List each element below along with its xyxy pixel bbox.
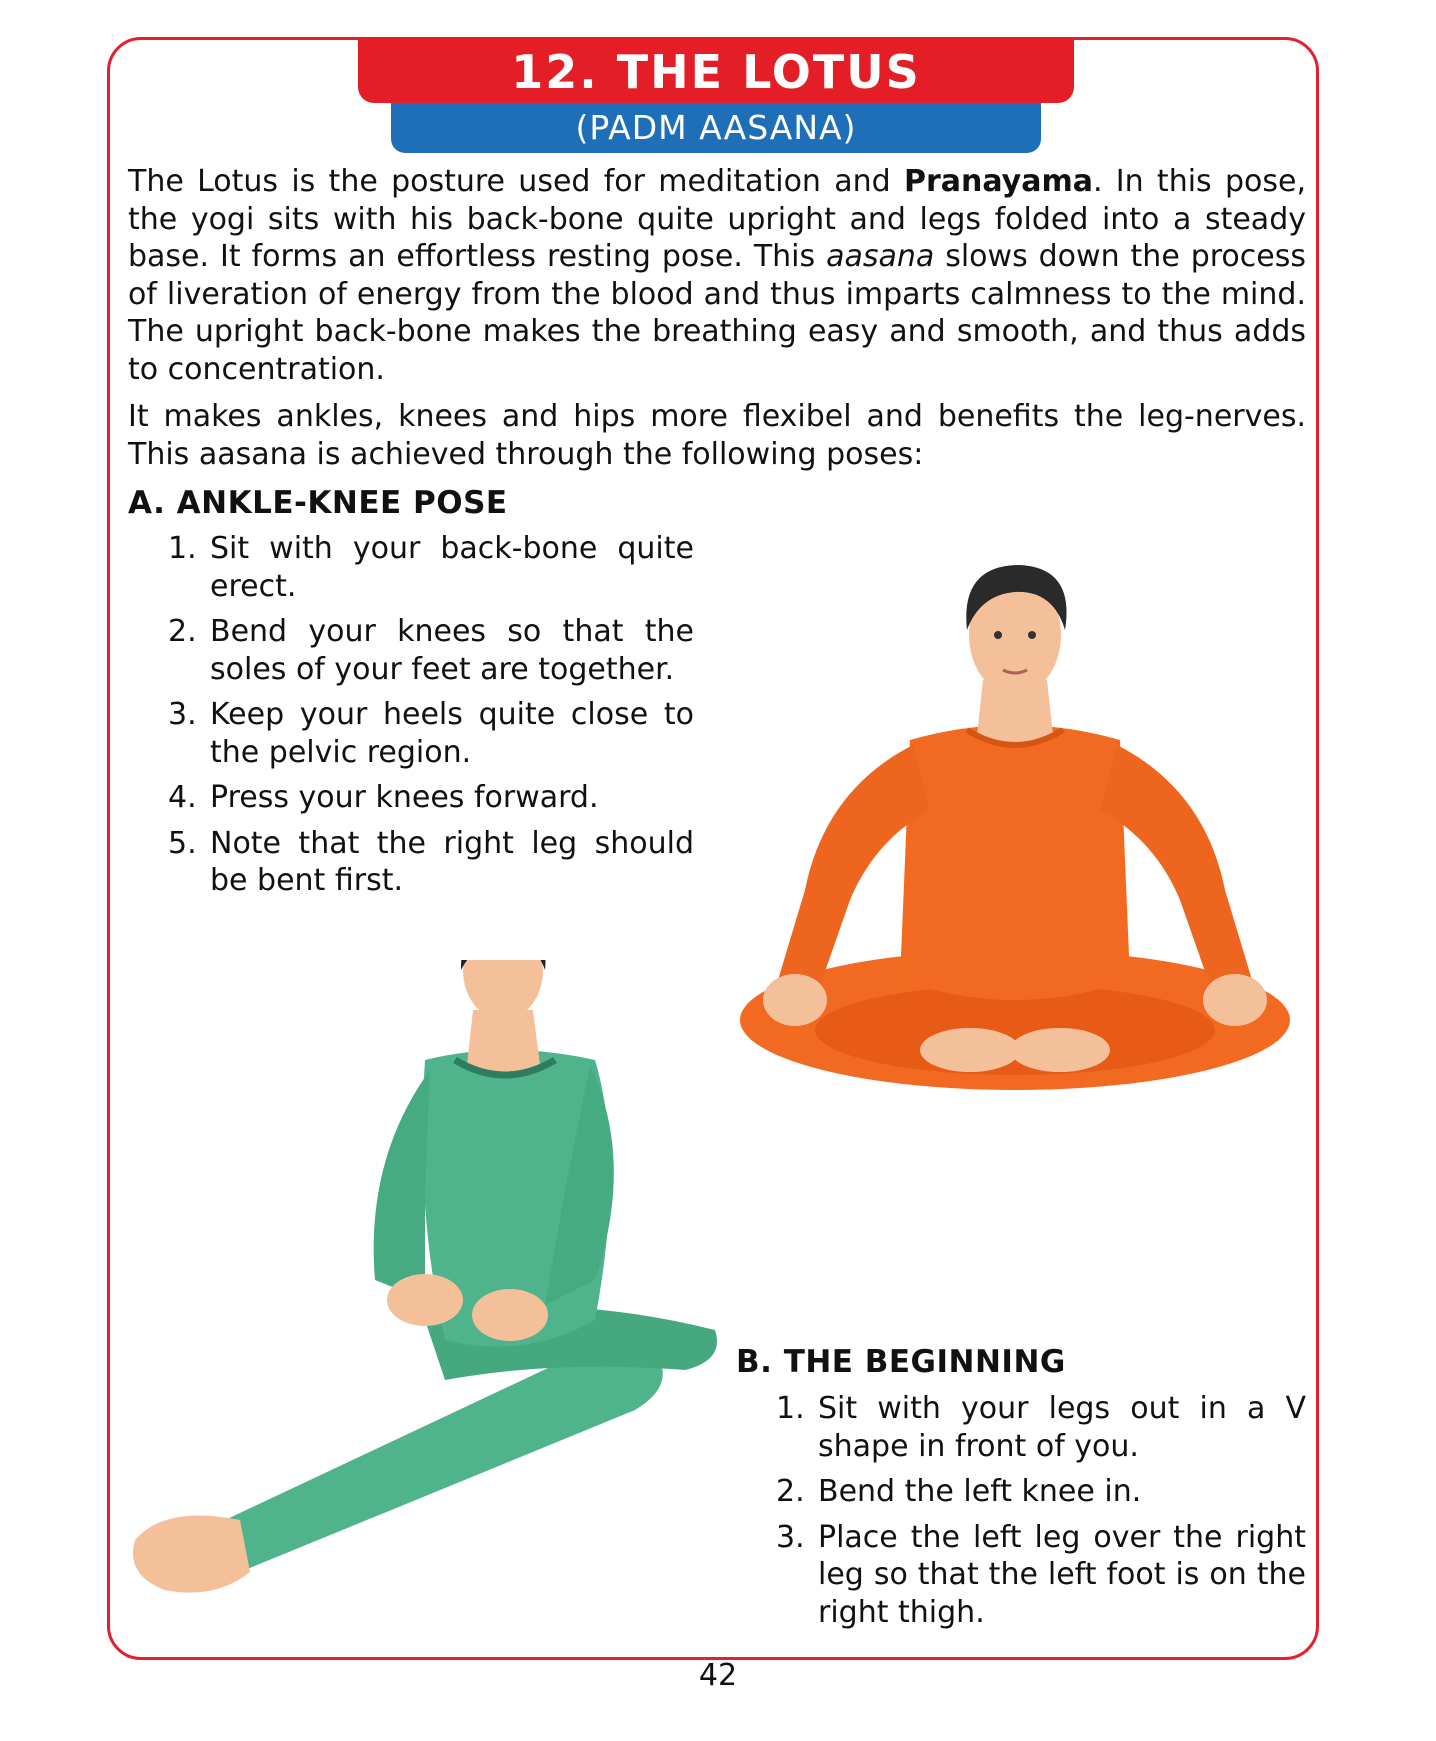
arm-left bbox=[374, 1070, 430, 1300]
section-a-steps bbox=[168, 530, 694, 908]
torso bbox=[900, 725, 1130, 1000]
step-number: 4. bbox=[168, 780, 197, 815]
step-number: 1. bbox=[168, 531, 197, 566]
step-text: Keep your heels quite close to the pelvic region. bbox=[210, 697, 694, 770]
intro-paragraph-1 bbox=[128, 163, 1306, 388]
list-item bbox=[168, 696, 694, 771]
section-a-heading: A. ANKLE-KNEE POSE bbox=[128, 485, 508, 521]
page-subtitle: (PADM AASANA) bbox=[391, 103, 1041, 153]
list-item bbox=[776, 1519, 1306, 1632]
list-item bbox=[168, 779, 694, 817]
page-title: 12. THE LOTUS bbox=[358, 37, 1074, 103]
section-b-steps bbox=[776, 1390, 1306, 1639]
intro-text: slows down the process of liveration of energy from the blood and thus imparts calmness to the mind. The upright back-bone makes the breathing easy and smooth, and thus adds to concentration. bbox=[128, 239, 1306, 387]
list-item bbox=[168, 530, 694, 605]
step-number: 2. bbox=[168, 614, 197, 649]
step-number: 3. bbox=[776, 1519, 805, 1555]
list-item bbox=[168, 825, 694, 900]
intro-text: . In this pose, the yogi sits with his back-bone quite upright and legs folded into a steady base. It forms an effortless resting pose. This bbox=[128, 164, 1306, 274]
step-number: 5. bbox=[168, 825, 197, 861]
step-text: Bend the left knee in. bbox=[818, 1474, 1142, 1509]
beginning-pose-illustration bbox=[125, 960, 735, 1600]
hand-right bbox=[472, 1289, 548, 1341]
step-text: Sit with your back-bone quite erect. bbox=[210, 531, 694, 604]
hand-left bbox=[763, 974, 827, 1026]
intro-text: The Lotus is the posture used for meditation and bbox=[128, 164, 904, 199]
hand-right bbox=[1203, 974, 1267, 1026]
foot bbox=[133, 1516, 250, 1593]
step-text: Place the left leg over the right leg so that the left foot is on the right thigh. bbox=[818, 1519, 1306, 1630]
ankle-knee-pose-illustration bbox=[735, 560, 1295, 1100]
intro-italic-term: aasana bbox=[826, 239, 935, 274]
intro-bold-term: Pranayama bbox=[903, 164, 1093, 199]
intro-paragraph-2: It makes ankles, knees and hips more flexibel and benefits the leg-nerves. This aasana is achieved through the following poses: bbox=[128, 399, 1306, 472]
foot-right bbox=[1010, 1028, 1110, 1072]
list-item bbox=[168, 613, 694, 688]
step-text: Note that the right leg should be bent first. bbox=[210, 825, 694, 898]
step-text: Bend your knees so that the soles of your feet are together. bbox=[210, 614, 694, 687]
step-number: 1. bbox=[776, 1391, 805, 1426]
step-text: Press your knees forward. bbox=[210, 780, 599, 815]
page-number: 42 bbox=[698, 1658, 738, 1693]
list-item bbox=[776, 1473, 1306, 1511]
step-number: 3. bbox=[168, 697, 197, 732]
step-number: 2. bbox=[776, 1474, 805, 1509]
step-text: Sit with your legs out in a V shape in front of you. bbox=[818, 1391, 1306, 1464]
section-b-heading: B. THE BEGINNING bbox=[736, 1344, 1066, 1380]
foot-left bbox=[920, 1028, 1020, 1072]
list-item bbox=[776, 1390, 1306, 1465]
hand-left bbox=[387, 1274, 463, 1326]
